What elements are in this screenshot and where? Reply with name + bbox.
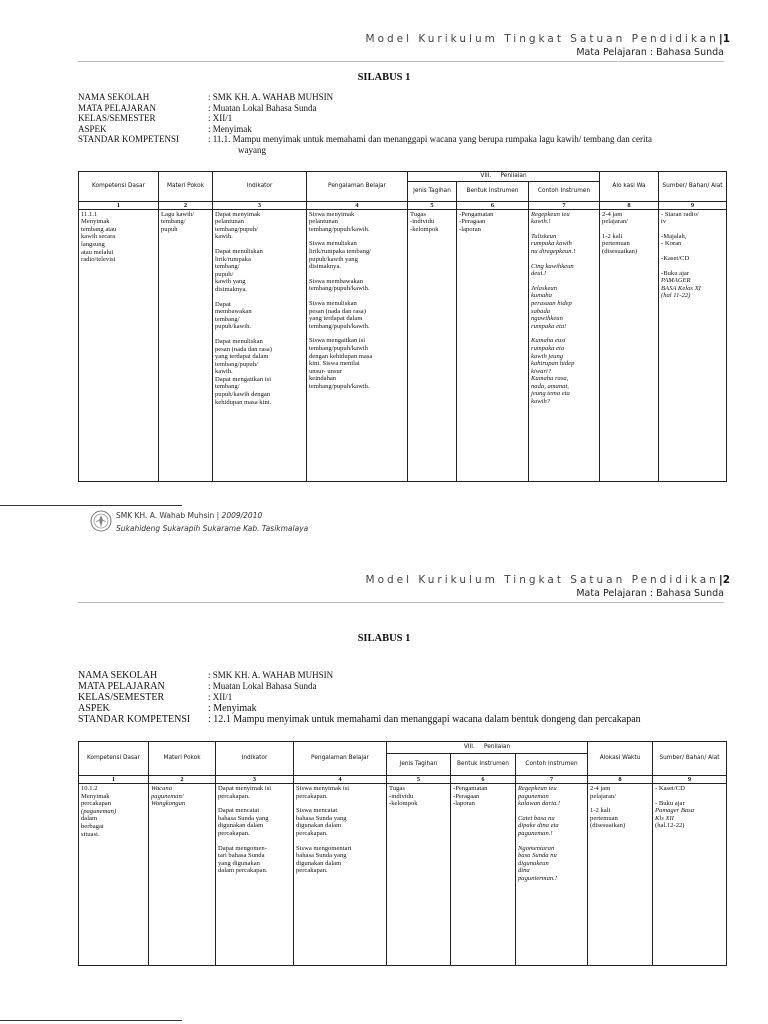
cell-line xyxy=(309,293,405,300)
cell-line: Siswa membawakan xyxy=(309,277,364,285)
cell-pengalaman xyxy=(307,209,408,481)
identity-block xyxy=(78,670,726,725)
footer-school: SMK KH. A. Wahab Muhsin | 2009/2010 xyxy=(116,511,263,520)
table-row xyxy=(79,209,727,481)
cell-line: kawih? xyxy=(531,398,551,406)
cell-alokasi xyxy=(588,784,653,966)
cell-line xyxy=(531,256,597,263)
cell-line: kehidupan masa kini. xyxy=(215,398,272,406)
cell-line: tembang/pupuh/kawih xyxy=(309,344,368,352)
cell-line: 11.1.1 xyxy=(81,210,98,218)
col-number: 9 xyxy=(659,201,727,209)
cell-line: tembang/pupuh/ xyxy=(215,360,258,368)
cell-line: tembang/pupuh/ xyxy=(215,225,258,233)
footer-rule xyxy=(0,505,182,506)
cell-line: Siswa mengomentari xyxy=(296,844,352,852)
th-jenis: Jenis Tagihan xyxy=(408,181,457,201)
cell-line: tembang/pupuh/kawih. xyxy=(309,285,370,293)
cell-bentuk xyxy=(451,784,516,966)
cell-line: yang terdapat dalam xyxy=(215,353,269,361)
cell-line: dalam percakapan. xyxy=(218,867,268,875)
cell-line: lirik/rumpaka tembang/ xyxy=(309,247,372,255)
cell-line: Kumaha rasa, xyxy=(531,375,569,383)
cell-line xyxy=(296,800,384,807)
cell-line xyxy=(531,278,597,285)
cell-line: -individu xyxy=(410,218,435,226)
cell-line xyxy=(215,294,304,301)
th-penilaian: VIII. Penilaian xyxy=(408,172,600,182)
th-kompetensi: Kompetensi Dasar xyxy=(79,742,149,776)
cell-line: digunakan dalam xyxy=(296,859,342,867)
cell-line: dina xyxy=(518,867,530,875)
cell-line: dalam xyxy=(81,815,98,823)
cell-line: kahirupan hidep xyxy=(531,360,575,368)
cell-line: 1-2 kali xyxy=(590,807,611,815)
identity-block xyxy=(78,92,726,155)
cell-line: Kls XII xyxy=(655,814,674,822)
th-indikator: Indikator xyxy=(213,172,307,202)
th-penilaian: VIII. Penilaian xyxy=(387,742,588,754)
info-row-competency: STANDAR KOMPETENSI : 11.1. Mampu menyimak untuk memahami dan menanggapi wacana yang berupa rumpaka lagu kawih/ tembang dan cerita wayang xyxy=(78,134,653,155)
cell-line xyxy=(309,233,405,240)
cell-line: percakapan. xyxy=(218,829,250,837)
cell-line: - Koran xyxy=(661,240,682,248)
cell-line xyxy=(218,838,291,845)
cell-line: radio/televisi xyxy=(81,256,116,264)
cell-line: Siswa mencatat xyxy=(296,807,338,815)
cell-line: Dapat menuliskan xyxy=(215,247,263,255)
cell-line: (disesuaikan) xyxy=(590,822,626,830)
cell-line: percakapan. xyxy=(296,829,328,837)
cell-line: kalawan daria.! xyxy=(518,800,561,808)
col-number: 7 xyxy=(529,201,600,209)
cell-kompetensi xyxy=(79,784,149,966)
cell-line xyxy=(602,226,656,233)
cell-line: pelantunan xyxy=(215,218,244,226)
cell-sumber xyxy=(653,784,727,966)
cell-line: Regepkeun ieu xyxy=(518,785,557,792)
cell-line: - Siaran radio/ xyxy=(661,210,699,218)
info-row-aspect: ASPEK : Menyimak xyxy=(78,123,252,134)
cell-line: atau melalui xyxy=(81,248,114,256)
cell-line: (disesuaikan) xyxy=(602,247,638,255)
info-row-school: NAMA SEKOLAH : SMK KH. A. WAHAB MUHSIN xyxy=(78,92,334,102)
cell-line: Tugas xyxy=(389,785,405,792)
cell-line: dengan kehidupan masa xyxy=(309,352,373,360)
cell-line: tembang/ xyxy=(215,315,240,323)
cell-line: paguneman/ xyxy=(151,792,184,800)
cell-line: bahasa Sunda yang xyxy=(218,814,269,822)
cell-line xyxy=(518,838,585,845)
th-sumber: Sumber/ Bahan/ Alat xyxy=(659,172,727,202)
cell-line: Kumaha eusi xyxy=(531,337,566,345)
th-bentuk: Bentuk Instrumen xyxy=(451,754,516,776)
col-number: 4 xyxy=(294,776,387,784)
cell-line: paguneman xyxy=(518,792,549,800)
cell-line: bahasa Sunda yang xyxy=(296,852,347,860)
cell-line: -individu xyxy=(389,792,414,800)
cell-line xyxy=(309,330,405,337)
cell-line: Ngomentaran xyxy=(518,844,555,852)
cell-line: membawakan xyxy=(215,308,252,316)
cell-line xyxy=(215,241,304,248)
col-number: 7 xyxy=(516,776,588,784)
col-number: 1 xyxy=(79,776,149,784)
info-row-school: NAMA SEKOLAH : SMK KH. A. WAHAB MUHSIN xyxy=(78,670,334,681)
cell-line: percakapan. xyxy=(218,792,250,800)
cell-line: Cing kawihkeun xyxy=(531,262,574,270)
th-contoh: Contoh Instrumen xyxy=(516,754,588,776)
cell-line: 10.1.2 xyxy=(81,785,98,792)
footer-address: Sukahideng Sukarapih Sukarame Kab. Tasikmalaya xyxy=(116,524,309,533)
cell-line: pupuh/kawih yang xyxy=(309,255,358,263)
cell-line: -Buku ajar xyxy=(661,269,690,277)
cell-indikator xyxy=(213,209,307,481)
cell-line: Menyimak xyxy=(81,792,110,800)
cell-sumber xyxy=(659,209,727,481)
cell-pengalaman xyxy=(294,784,387,966)
syllabus-table xyxy=(78,171,727,482)
running-header-title: Model Kurikulum Tingkat Satuan Pendidikan|1 xyxy=(365,33,730,45)
cell-line: tembang/ xyxy=(215,383,240,391)
cell-line: jeung tema eta xyxy=(531,390,570,398)
th-jenis: Jenis Tagihan xyxy=(387,754,451,776)
col-number: 1 xyxy=(79,201,159,209)
col-number: 9 xyxy=(653,776,727,784)
cell-line: pupuh/kawih dengan xyxy=(215,391,271,399)
cell-line xyxy=(531,330,597,337)
col-number: 4 xyxy=(307,201,408,209)
cell-line: Siswa menyimak xyxy=(309,210,355,218)
cell-line xyxy=(531,226,597,233)
cell-line: Dapat mencatat xyxy=(218,807,260,815)
table-row xyxy=(79,784,727,966)
cell-alokasi xyxy=(600,209,659,481)
cell-line: (paguneman) xyxy=(81,807,117,815)
cell-line: Catet basa nu xyxy=(518,814,555,822)
cell-line: Pamager Basa xyxy=(655,807,695,815)
cell-line: PAMAGER xyxy=(661,277,691,285)
cell-line: BASA Kelas XI xyxy=(661,284,701,292)
cell-line: situasi. xyxy=(81,830,100,838)
cell-line: pesan (nada dan rasa) xyxy=(215,345,272,353)
cell-line: Dapat menyimak xyxy=(215,210,261,218)
th-alokasi: Alokasi Waktu xyxy=(588,742,653,776)
cell-line: langsung xyxy=(81,240,105,248)
cell-line: kawih yang xyxy=(215,278,246,286)
header-rule xyxy=(78,602,724,603)
col-number: 3 xyxy=(213,201,307,209)
cell-line: Dapat mengomen- xyxy=(218,844,267,852)
col-number: 2 xyxy=(149,776,216,784)
cell-line xyxy=(309,271,405,278)
cell-kompetensi xyxy=(79,209,159,481)
cell-line: (hal.12-22) xyxy=(655,822,685,830)
cell-line: Dapat menyimak isi xyxy=(218,785,272,792)
cell-line: -Kaset/CD xyxy=(661,254,690,262)
cell-line: Tugas xyxy=(410,210,426,218)
cell-line: digunakan dalam xyxy=(218,822,264,830)
silabus-title: SILABUS 1 xyxy=(357,72,411,83)
cell-line: Siswa menuliskan xyxy=(309,299,357,307)
cell-line: perasaan hidep xyxy=(531,299,572,307)
cell-line: kumaha xyxy=(531,292,552,300)
cell-line: Wacana xyxy=(151,785,173,792)
cell-line: -laporan xyxy=(453,800,475,808)
cell-line: pelajaran/ xyxy=(602,218,629,226)
cell-line: digunakan dalam xyxy=(296,822,342,830)
cell-line xyxy=(661,248,724,255)
cell-line: Dapat mengaitkan isi xyxy=(215,375,272,383)
cell-line: kawih.! xyxy=(531,218,551,226)
info-row-competency: STANDAR KOMPETENSI : 12.1 Mampu menyimak untuk memahami dan menanggapi wacana dalam bentuk dongeng dan percakapan xyxy=(78,714,641,725)
col-number: 2 xyxy=(159,201,213,209)
cell-line: pupuh xyxy=(161,225,178,233)
cell-line: Menyimak xyxy=(81,218,110,226)
th-contoh: Contoh Instrumen xyxy=(529,181,600,201)
cell-line: -Pengamatan xyxy=(459,210,494,218)
info-row-subject: MATA PELAJARAN : Muatan Lokal Bahasa Sunda xyxy=(78,102,317,113)
running-header-subject: Mata Pelajaran : Bahasa Sunda xyxy=(576,588,724,599)
cell-line: lirik/rumpaka xyxy=(215,255,251,263)
col-number: 8 xyxy=(588,776,653,784)
cell-line: yang terdapat dalam xyxy=(309,315,363,323)
th-pengalaman: Pengalaman Belajar xyxy=(307,172,408,202)
cell-line: yang digunakan xyxy=(218,859,260,867)
cell-line: berbagai xyxy=(81,822,104,830)
cell-line: nada, amanat, xyxy=(531,382,569,390)
cell-line: dipake dina eta xyxy=(518,822,559,830)
cell-contoh xyxy=(516,784,588,966)
cell-line: pagunierman.! xyxy=(518,874,558,882)
col-number: 8 xyxy=(600,201,659,209)
cell-line: tv xyxy=(661,218,667,226)
cell-line: kini. Siswa menilai xyxy=(309,360,360,368)
cell-line xyxy=(661,226,724,233)
running-header-subject: Mata Pelajaran : Bahasa Sunda xyxy=(576,47,724,58)
cell-line: pertemuan xyxy=(602,240,630,248)
cell-line: rumpaka kawih xyxy=(531,240,572,248)
cell-line xyxy=(215,331,304,338)
cell-line: nu diregepkeun.! xyxy=(531,247,576,255)
cell-line: rumpaka eta! xyxy=(531,322,567,330)
silabus-title: SILABUS 1 xyxy=(357,633,411,644)
cell-line: basa Sunda nu xyxy=(518,852,557,860)
cell-line: -kelompok xyxy=(389,800,418,808)
th-bentuk: Bentuk Instrumen xyxy=(457,181,529,201)
cell-line xyxy=(655,793,724,800)
cell-line: (hal 11-22) xyxy=(661,292,691,300)
cell-line: tembang atau xyxy=(81,225,117,233)
cell-line: kawih. xyxy=(215,233,233,241)
cell-jenis xyxy=(408,209,457,481)
cell-line: -Pengamatan xyxy=(453,785,488,792)
th-pengalaman: Pengalaman Belajar xyxy=(294,742,387,776)
cell-line: kiwari? xyxy=(531,367,552,375)
cell-line: Dapat xyxy=(215,300,231,308)
col-number: 5 xyxy=(408,201,457,209)
cell-line: - Kaset/CD xyxy=(655,785,685,792)
syllabus-table xyxy=(78,741,727,966)
cell-line: pelajaran/ xyxy=(590,792,617,800)
running-header-title: Model Kurikulum Tingkat Satuan Pendidikan|2 xyxy=(365,574,730,586)
cell-line: Regepkeun ieu xyxy=(531,210,570,218)
cell-line: Dapat menuliskan xyxy=(215,337,263,345)
footer-rule xyxy=(0,1020,182,1021)
cell-line: -kelompok xyxy=(410,225,439,233)
th-alokasi: Alo kasi Wa xyxy=(600,172,659,202)
col-number: 3 xyxy=(216,776,294,784)
cell-line: -laporan xyxy=(459,225,481,233)
cell-line: sabada xyxy=(531,307,551,315)
header-rule xyxy=(78,61,724,62)
cell-line: tari bahasa Sunda xyxy=(218,852,265,860)
cell-line: digunakeun xyxy=(518,859,549,867)
cell-line: ngawihkeun xyxy=(531,315,563,323)
cell-jenis xyxy=(387,784,451,966)
cell-line: Lagu kawih/ xyxy=(161,210,195,218)
cell-line: pupuh/kawih. xyxy=(215,323,252,331)
cell-line: Siswa mengaitkan isi xyxy=(309,337,366,345)
info-row-aspect: ASPEK : Menyimak xyxy=(78,703,257,714)
school-seal-icon xyxy=(90,510,112,532)
cell-materi xyxy=(159,209,213,481)
cell-line: pelantunan xyxy=(309,218,338,226)
col-number: 6 xyxy=(457,201,529,209)
cell-line: percakapan xyxy=(81,800,112,808)
cell-line: kawih secara xyxy=(81,233,116,241)
cell-line xyxy=(518,808,585,815)
cell-line: Wangkongan xyxy=(151,800,186,808)
th-materi: Materi Pokok xyxy=(159,172,213,202)
cell-line: Siswa menyimak isi xyxy=(296,785,350,792)
cell-line: tembang/pupuh/kawih. xyxy=(309,322,370,330)
cell-line: tembang/pupuh/kawih. xyxy=(309,382,370,390)
cell-line: tembang/ xyxy=(161,218,186,226)
cell-line: -Majalah, xyxy=(661,232,687,240)
cell-line: deui.! xyxy=(531,270,547,278)
info-row-class: KELAS/SEMESTER : XII/1 xyxy=(78,113,233,123)
cell-line xyxy=(661,263,724,270)
col-number: 5 xyxy=(387,776,451,784)
cell-line: kawih jeung xyxy=(531,352,564,360)
cell-line: paguneman.! xyxy=(518,829,553,837)
cell-line: percakapan. xyxy=(296,792,328,800)
cell-line: -Peragaan xyxy=(453,792,480,800)
cell-line: rumpaka eta xyxy=(531,344,565,352)
cell-line xyxy=(218,800,291,807)
cell-line: -Peragaan xyxy=(459,218,486,226)
cell-line: tembang/pupuh/kawih. xyxy=(309,225,370,233)
th-kompetensi: Kompetensi Dasar xyxy=(79,172,159,202)
cell-line: kawih. xyxy=(215,368,233,376)
cell-line: 2-4 jam xyxy=(590,785,611,792)
cell-line: Tuliskeun xyxy=(531,232,557,240)
cell-line: tembang/ xyxy=(215,263,240,271)
cell-line: keindahan xyxy=(309,375,337,383)
cell-line: 1-2 kali xyxy=(602,232,623,240)
cell-line: percakapan. xyxy=(296,867,328,875)
cell-line: disimaknya. xyxy=(309,263,342,271)
cell-contoh xyxy=(529,209,600,481)
info-row-subject: MATA PELAJARAN : Muatan Lokal Bahasa Sunda xyxy=(78,681,317,692)
th-sumber: Sumber/ Bahan/ Alat xyxy=(653,742,727,776)
cell-line xyxy=(590,800,650,807)
cell-line: unsur- unsur xyxy=(309,367,343,375)
cell-indikator xyxy=(216,784,294,966)
cell-line: pertemuan xyxy=(590,814,618,822)
cell-line: bahasa Sunda yang xyxy=(296,814,347,822)
cell-line: - Buku ajar xyxy=(655,799,685,807)
col-number: 6 xyxy=(451,776,516,784)
cell-materi xyxy=(149,784,216,966)
cell-line xyxy=(296,838,384,845)
cell-line: pesan (nada dan rasa) xyxy=(309,307,366,315)
cell-line: disimaknya. xyxy=(215,285,248,293)
cell-line: Jelaskeun xyxy=(531,284,557,292)
cell-line: Siswa menuliskan xyxy=(309,240,357,248)
cell-line: 2-4 jam xyxy=(602,210,623,218)
info-row-class: KELAS/SEMESTER : XII/1 xyxy=(78,692,233,703)
th-materi: Materi Pokok xyxy=(149,742,216,776)
cell-bentuk xyxy=(457,209,529,481)
th-indikator: Indikator xyxy=(216,742,294,776)
document-page-2 xyxy=(0,540,768,1024)
cell-line: pupuh/ xyxy=(215,270,234,278)
